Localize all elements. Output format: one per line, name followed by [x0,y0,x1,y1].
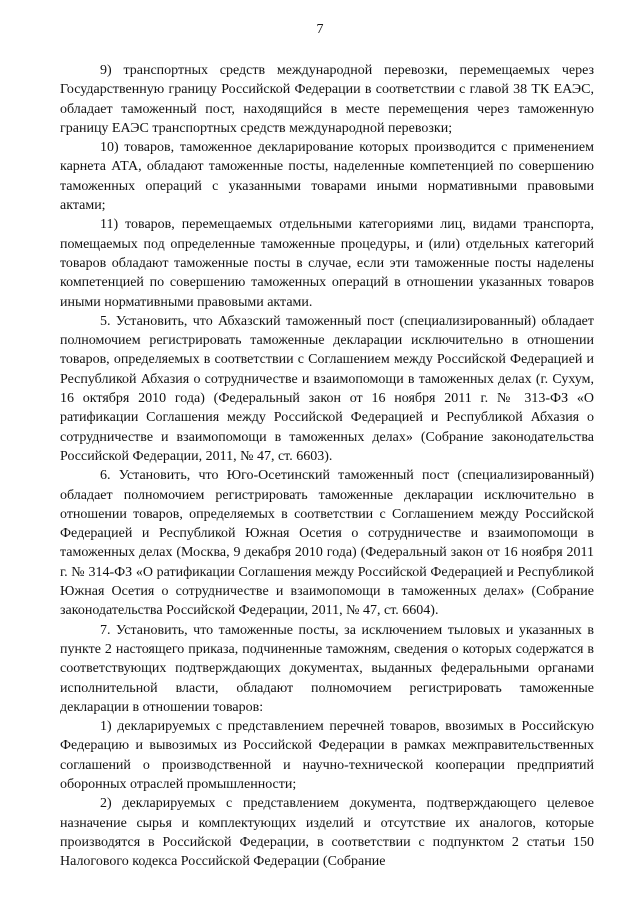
paragraph-item-11: 11) товаров, перемещаемых отдельными категориями лиц, видами транспорта, помещаемых под определенные таможенные процедуры, и (или) отдельных категорий товаров обладают таможенные посты в случае, если эти таможенные посты наделены компетенцией по совершению таможенных операций в отношении указанных товаров иными нормативными правовыми актами. [60,217,594,310]
paragraph-clause-7: 7. Установить, что таможенные посты, за исключением тыловых и указанных в пункте 2 настоящего приказа, подчиненные таможням, сведения о которых содержатся в соответствующих подтверждающих документах, выданных федеральными органами исполнительной власти, обладают полномочием регистрировать таможенные декларации в отношении товаров: [60,622,594,715]
paragraph-item-10: 10) товаров, таможенное декларирование которых производится с применением карнета АТА, обладают таможенные посты, наделенные компетенцией по совершению таможенных операций с указанными товарами иными нормативными правовыми актами; [60,140,594,214]
page-number: 7 [316,22,324,37]
paragraph-item-9: 9) транспортных средств международной перевозки, перемещаемых через Государственную границу Российской Федерации в соответствии с главой 38 ТК ЕАЭС, обладает таможенный пост, находящийся в месте перемещения через таможенную границу ЕАЭС транспортных средств международной перевозки; [60,63,594,136]
paragraph-subitem-2: 2) декларируемых с представлением документа, подтверждающего целевое назначение сырья и комплектующих изделий и отсутствие их аналогов, которые производятся в Российской Федерации, в соответствии с подпунктом 2 статьи 150 Налогового кодекса Российской Федерации (Собрание [60,796,594,870]
paragraph-clause-6: 6. Установить, что Юго-Осетинский таможенный пост (специализированный) обладает полномочием регистрировать таможенные декларации исключительно в отношении товаров, определяемых в соответствии с Соглашением между Российской Федерацией и Республикой Южная Осетия о сотрудничестве и взаимопомощи в таможенных делах (Москва, 9 декабря 2010 года) (Федеральный закон от 16 ноября 2011 г. № 314-ФЗ «О ратификации Соглашения между Российской Федерацией и Республикой Южная Осетия о сотрудничестве и взаимопомощи в таможенных делах» (Собрание законодательства Российской Федерации, 2011, № 47, ст. 6604). [60,468,594,619]
paragraph-subitem-1: 1) декларируемых с представлением перечней товаров, ввозимых в Российскую Федерацию и вывозимых из Российской Федерации в рамках межправительственных соглашений о производственной и научно-технической кооперации предприятий оборонных отраслей промышленности; [60,719,594,792]
paragraph-clause-5: 5. Установить, что Абхазский таможенный пост (специализированный) обладает полномочием регистрировать таможенные декларации исключительно в отношении товаров, определяемых в соответствии с Соглашением между Российской Федерацией и Республикой Абхазия о сотрудничестве и взаимопомощи в таможенных делах (г. Сухум, 16 октября 2010 года) (Федеральный закон от 16 ноября 2011 г. № 313-ФЗ «О ратификации Соглашения между Российской Федерацией и Республикой Абхазия о сотрудничестве и взаимопомощи в таможенных делах» (Собрание законодательства Российской Федерации, 2011, № 47, ст. 6603). [60,313,594,464]
document-body [60,61,594,871]
